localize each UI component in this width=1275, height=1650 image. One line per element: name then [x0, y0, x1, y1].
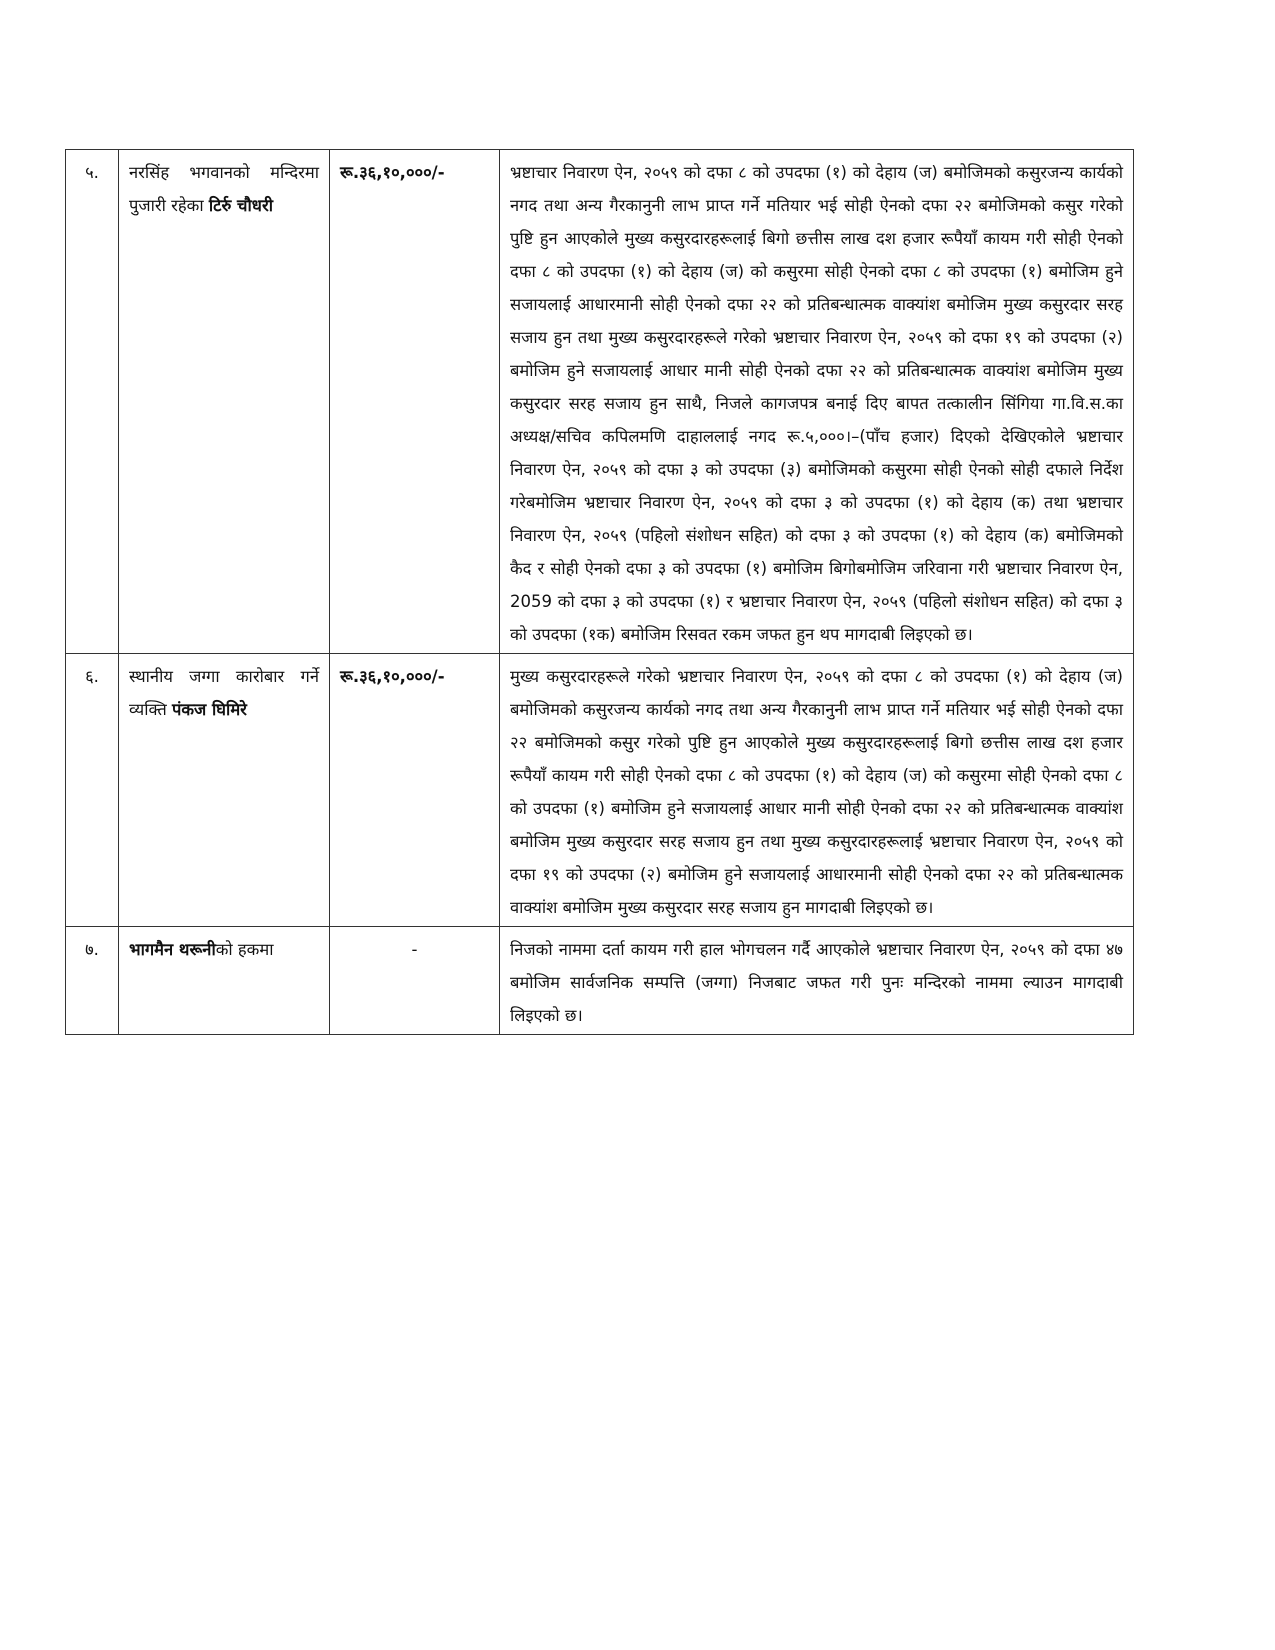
charge-table [65, 149, 1134, 1035]
table-row [66, 150, 1134, 654]
claim-amount: - [330, 927, 500, 1035]
accused-description [119, 927, 330, 1035]
accused-description [119, 654, 330, 927]
accused-text: नरसिंह भगवानको मन्दिरमा पुजारी रहेका [129, 163, 319, 215]
serial-number: ५. [66, 150, 119, 654]
serial-number: ६. [66, 654, 119, 927]
claim-amount: रू.३६,१०,०००/- [330, 150, 500, 654]
accused-description [119, 150, 330, 654]
serial-number: ७. [66, 927, 119, 1035]
accused-text-after: को हकमा [215, 940, 274, 959]
accused-name: पंकज घिमिरे [171, 700, 247, 719]
table-row [66, 654, 1134, 927]
accused-name: भागमैन थरूनी [129, 940, 216, 959]
claim-amount: रू.३६,१०,०००/- [330, 654, 500, 927]
accused-name: टिर्रु चौधरी [208, 196, 273, 215]
table-row [66, 927, 1134, 1035]
claim-text: भ्रष्टाचार निवारण ऐन, २०५९ को दफा ८ को उपदफा (१) को देहाय (ज) बमोजिमको कसुरजन्य कार्यको नगद तथा अन्य गैरकानुनी लाभ प्राप्त गर्ने मतियार भई सोही ऐनको दफा २२ बमोजिमको कसुर गरेको पुष्टि हुन आएकोले मुख्य कसुरदारहरूलाई बिगो छत्तीस लाख दश हजार रूपैयाँ कायम गरी सोही ऐनको दफा ८ को उपदफा (१) को देहाय (ज) को कसुरमा सोही ऐनको दफा ८ को उपदफा (१) बमोजिम हुने सजायलाई आधारमानी सोही ऐनको दफा २२ को प्रतिबन्धात्मक वाक्यांश बमोजिम मुख्य कसुरदार सरह सजाय हुन तथा मुख्य कसुरदारहरूले गरेको भ्रष्टाचार निवारण ऐन, २०५९ को दफा १९ को उपदफा (२) बमोजिम हुने सजायलाई आधार मानी सोही ऐनको दफा २२ को प्रतिबन्धात्मक वाक्यांश बमोजिम मुख्य कसुरदार सरह सजाय हुन साथै, निजले कागजपत्र बनाई दिए बापत तत्कालीन सिंगिया गा.वि.स.का अध्यक्ष/सचिव कपिलमणि दाहाललाई नगद रू.५,०००।–(पाँच हजार) दिएको देखिएकोले भ्रष्टाचार निवारण ऐन, २०५९ को दफा ३ को उपदफा (३) बमोजिमको कसुरमा सोही ऐनको सोही दफाले निर्देश गरेबमोजिम भ्रष्टाचार निवारण ऐन, २०५९ को दफा ३ को उपदफा (१) को देहाय (क) तथा भ्रष्टाचार निवारण ऐन, २०५९ (पहिलो संशोधन सहित) को दफा ३ को उपदफा (१) को देहाय (क) बमोजिमको कैद र सोही ऐनको दफा ३ को उपदफा (१) बमोजिम बिगोबमोजिम जरिवाना गरी भ्रष्टाचार निवारण ऐन, 2059 को दफा ३ को उपदफा (१) र भ्रष्टाचार निवारण ऐन, २०५९ (पहिलो संशोधन सहित) को दफा ३ को उपदफा (१क) बमोजिम रिसवत रकम जफत हुन थप मागदाबी लिइएको छ। [500, 150, 1134, 654]
claim-text: निजको नाममा दर्ता कायम गरी हाल भोगचलन गर्दै आएकोले भ्रष्टाचार निवारण ऐन, २०५९ को दफा ४७ बमोजिम सार्वजनिक सम्पत्ति (जग्गा) निजबाट जफत गरी पुनः मन्दिरको नाममा ल्याउन मागदाबी लिइएको छ। [500, 927, 1134, 1035]
claim-text: मुख्य कसुरदारहरूले गरेको भ्रष्टाचार निवारण ऐन, २०५९ को दफा ८ को उपदफा (१) को देहाय (ज) बमोजिमको कसुरजन्य कार्यको नगद तथा अन्य गैरकानुनी लाभ प्राप्त गर्ने मतियार भई सोही ऐनको दफा २२ बमोजिमको कसुर गरेको पुष्टि हुन आएकोले मुख्य कसुरदारहरूलाई बिगो छत्तीस लाख दश हजार रूपैयाँ कायम गरी सोही ऐनको दफा ८ को उपदफा (१) को देहाय (ज) को कसुरमा सोही ऐनको दफा ८ को उपदफा (१) बमोजिम हुने सजायलाई आधार मानी सोही ऐनको दफा २२ को प्रतिबन्धात्मक वाक्यांश बमोजिम मुख्य कसुरदार सरह सजाय हुन तथा मुख्य कसुरदारहरूलाई भ्रष्टाचार निवारण ऐन, २०५९ को दफा १९ को उपदफा (२) बमोजिम हुने सजायलाई आधारमानी सोही ऐनको दफा २२ को प्रतिबन्धात्मक वाक्यांश बमोजिम मुख्य कसुरदार सरह सजाय हुन मागदाबी लिइएको छ। [500, 654, 1134, 927]
accused-text: स्थानीय जग्गा कारोबार गर्ने व्यक्ति [129, 667, 319, 719]
